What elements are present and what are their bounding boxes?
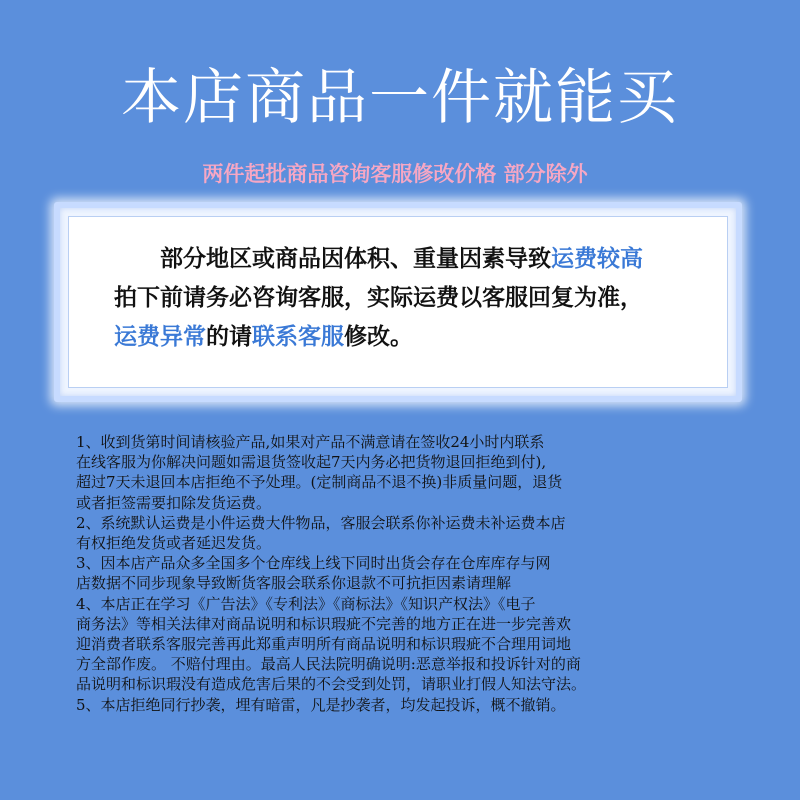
terms-line: 3、因本店产品众多全国多个仓库线上线下同时出货会存在仓库库存与网: [76, 554, 551, 573]
shipping-notice-text: [114, 240, 714, 357]
notice-highlight-high-shipping: 运费较高: [551, 246, 643, 272]
terms-line: 商务法》等相关法律对商品说明和标识瑕疵不完善的地方正在进一步完善欢: [76, 614, 572, 633]
notice-line-3-text-a: 的请: [206, 324, 252, 350]
terms-list: [76, 432, 736, 715]
terms-line: 品说明和标识瑕没有造成危害后果的不会受到处罚，请职业打假人知法守法。: [76, 675, 587, 694]
terms-line: 2、系统默认运费是小件运费大件物品，客服会联系你补运费未补运费本店: [76, 513, 566, 532]
terms-line: 方全部作废。 不赔付理由。最高人民法院明确说明:恶意举报和投诉针对的商: [76, 655, 581, 674]
notice-line-1: [114, 240, 714, 279]
notice-line-3: [114, 318, 714, 357]
page-title: 本店商品一件就能买: [121, 63, 679, 133]
terms-line: 店数据不同步现象导致断货客服会联系你退款不可抗拒因素请理解: [76, 574, 512, 593]
terms-line: 超过7天未退回本店拒绝不予处理。(定制商品不退不换)非质量问题，退货: [76, 473, 563, 492]
subtitle: 两件起批商品咨询客服修改价格 部分除外: [202, 162, 588, 186]
notice-highlight-contact-service: 联系客服: [252, 324, 344, 350]
terms-line: 4、本店正在学习《广告法》《专利法》《商标法》《知识产权法》《电子: [76, 594, 536, 613]
terms-line: 或者拒签需要扣除发货运费。: [76, 493, 272, 512]
notice-line-3-text-b: 修改。: [344, 324, 413, 350]
terms-line: 1、收到货第时间请核验产品,如果对产品不满意请在签收24小时内联系: [76, 433, 545, 451]
terms-line: 迎消费者联系客服完善再此郑重声明所有商品说明和标识瑕疵不合理用词地: [76, 635, 572, 654]
notice-highlight-abnormal-shipping: 运费异常: [114, 324, 206, 350]
terms-line: 5、本店拒绝同行抄袭，埋有暗雷，凡是抄袭者，均发起投诉，概不撤销。: [76, 695, 566, 714]
notice-line-1-text: 部分地区或商品因体积、重量因素导致: [160, 246, 551, 272]
terms-line: 有权拒绝发货或者延迟发货。: [76, 534, 272, 553]
shipping-notice-box: [54, 202, 742, 402]
notice-line-2: 拍下前请务必咨询客服，实际运费以客服回复为准，: [114, 285, 643, 311]
terms-line: 在线客服为你解决问题如需退货签收起7天内务必把货物退回拒绝到付),: [76, 453, 547, 472]
